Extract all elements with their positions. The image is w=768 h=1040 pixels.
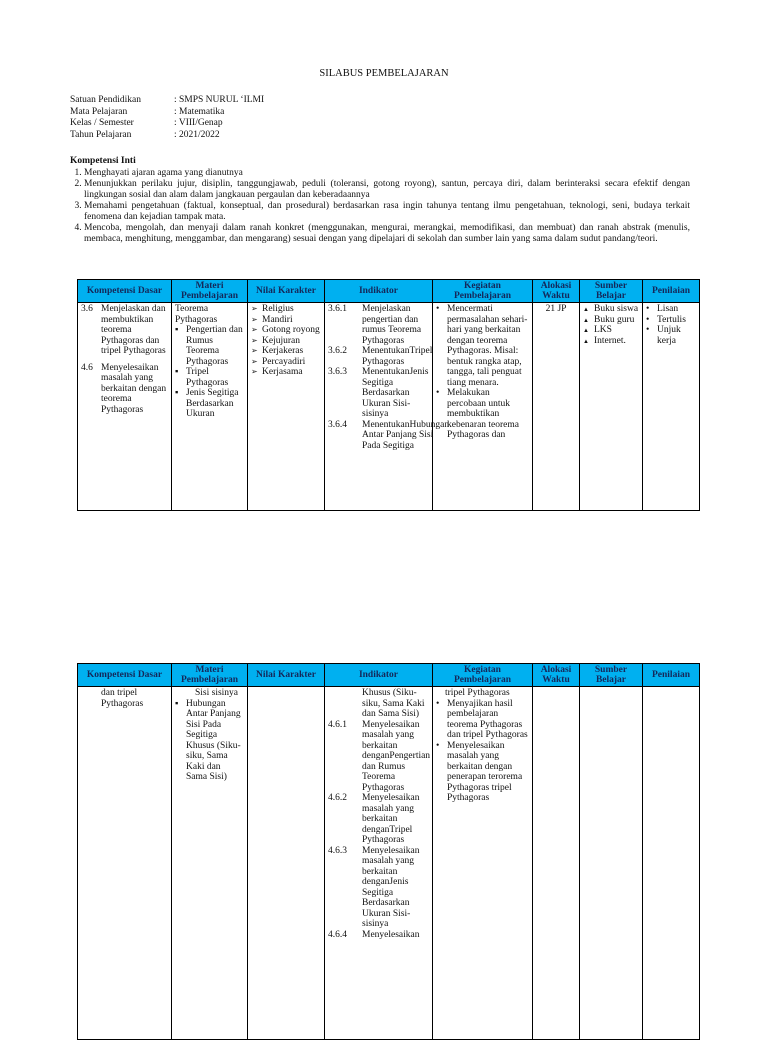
- ki-item: 3. Memahami pengetahuan (faktual, konseptual, dan prosedural) berdasarkan rasa ingin tahunya tentang ilmu pengetahuan, teknologi, seni, budaya terkait fenomena dan kejadian tampak mata.: [84, 201, 690, 223]
- col-header-indikator: Indikator: [325, 664, 433, 687]
- kegiatan-text: tripel Pythagoras: [445, 688, 510, 698]
- cell-kegiatan: [433, 687, 533, 1040]
- col-header-penilaian: Penilaian: [643, 280, 700, 303]
- indikator-number: 3.6.3: [328, 367, 347, 377]
- list-item: • Mencermati permasalahan sehari-hari yang berkaitan dengan teorema Pythagoras. Misal: bentuk rangka atap, tangga, tali penguat tiang menara.: [445, 304, 529, 388]
- cell-alokasi: 21 JP: [533, 303, 580, 511]
- cell-alokasi: [533, 687, 580, 1040]
- indikator-item: [328, 304, 429, 346]
- kd-number: 4.6: [81, 362, 93, 373]
- indikator-item: [328, 930, 429, 941]
- list-item: ➢ Percayadiri: [260, 357, 321, 368]
- meta-label: Kelas / Semester: [70, 118, 134, 128]
- cell-penilaian: [643, 303, 700, 511]
- kd-item: [81, 304, 168, 357]
- list-item: ➢ Gotong royong: [260, 325, 321, 336]
- ki-item: 4. Mencoba, mengolah, dan menyaji dalam ranah konkret (menggunakan, mengurai, merangkai, memodifikasi, dan membuat) dan ranah abstrak (menulis, membaca, menghitung, menggambar, dan mengarang) sesuai dengan yang dipelajari di sekolah dan sumber lain yang sama dalam sudut pandang/teori.: [84, 223, 690, 245]
- table-row: [78, 303, 700, 511]
- cell-penilaian: [643, 687, 700, 1040]
- list-item: ▲ LKS: [592, 325, 639, 336]
- col-header-kegiatan: Kegiatan Pembelajaran: [433, 664, 533, 687]
- meta-row: [70, 130, 264, 142]
- kegiatan-list: [436, 304, 529, 441]
- kd-text: dan tripel Pythagoras: [101, 688, 144, 709]
- indikator-number: 3.6.1: [328, 304, 347, 314]
- list-item: • Melakukan percobaan untuk membuktikan kebenaran teorema Pythagoras dan: [445, 388, 529, 441]
- list-item: ▪ Pengertian dan Rumus Teorema Pythagoras: [184, 325, 244, 367]
- col-header-kompetensi: Kompetensi Dasar: [78, 664, 172, 687]
- cell-kompetensi: [78, 687, 172, 1040]
- col-header-kompetensi: Kompetensi Dasar: [78, 280, 172, 303]
- nilai-list: [251, 304, 321, 378]
- meta-row: [70, 118, 264, 130]
- indikator-item: [328, 419, 450, 452]
- indikator-number: 4.6.3: [328, 845, 347, 856]
- syllabus-table-1: [77, 279, 700, 511]
- meta-value: : SMPS NURUL ‘ILMI: [174, 95, 265, 105]
- indikator-text: Khusus (Siku-siku, Sama Kaki dan Sama Sisi): [362, 688, 425, 719]
- indikator-item: [328, 793, 429, 846]
- col-header-indikator: Indikator: [325, 280, 433, 303]
- meta-row: [70, 107, 264, 119]
- ki-list: [70, 168, 690, 245]
- cell-sumber: [580, 687, 643, 1040]
- meta-label: Tahun Pelajaran: [70, 129, 132, 140]
- materi-heading: Teorema Pythagoras: [175, 304, 218, 325]
- indikator-text: MenentukanTripel Pythagoras: [362, 346, 433, 367]
- list-item: ▲ Buku siswa: [592, 304, 639, 315]
- cell-kegiatan: [433, 303, 533, 511]
- meta-value: : 2021/2022: [174, 129, 220, 140]
- indikator-item: [328, 346, 433, 367]
- list-item: • Tertulis: [655, 315, 696, 326]
- ki-heading: Kompetensi Inti: [70, 156, 136, 166]
- list-item: ▪ Jenis Segitiga Berdasarkan Ukuran: [184, 388, 244, 420]
- syllabus-table-2: [77, 663, 700, 1040]
- meta-row: [70, 95, 264, 107]
- col-header-nilai: Nilai Karakter: [248, 664, 325, 687]
- cell-kompetensi: [78, 303, 172, 511]
- meta-label: Mata Pelajaran: [70, 106, 128, 117]
- indikator-number: 4.6.4: [328, 929, 347, 940]
- kd-text: Menyelesaikan masalah yang berkaitan dengan teorema Pythagoras: [101, 362, 167, 415]
- list-item: ➢ Religius: [260, 304, 321, 315]
- header-row: [78, 280, 700, 303]
- materi-list: [175, 325, 244, 420]
- kd-text: Menjelaskan dan membuktikan teorema Pythagoras dan tripel Pythagoras: [101, 304, 166, 356]
- indikator-number: 4.6.2: [328, 793, 347, 803]
- col-header-penilaian: Penilaian: [643, 664, 700, 687]
- cell-indikator: [325, 687, 433, 1040]
- col-header-sumber: Sumber Belajar: [580, 280, 643, 303]
- col-header-nilai: Nilai Karakter: [248, 280, 325, 303]
- list-item: ➢ Mandiri: [260, 315, 321, 326]
- indikator-text: Menyelesaikan masalah yang berkaitan denganTripel Pythagoras: [362, 793, 420, 845]
- materi-list: [175, 699, 244, 783]
- cell-nilai: [248, 303, 325, 511]
- list-item: • Lisan: [655, 304, 696, 315]
- cell-indikator: [325, 303, 450, 511]
- identity-block: [70, 95, 264, 141]
- list-item: ➢ Kerjasama: [260, 367, 321, 378]
- ki-item: 1. Menghayati ajaran agama yang dianutnya: [84, 168, 690, 179]
- meta-value: : VIII/Genap: [174, 118, 223, 128]
- col-header-kegiatan: Kegiatan Pembelajaran: [433, 280, 533, 303]
- kegiatan-list: [436, 699, 529, 804]
- cell-materi: [172, 303, 248, 511]
- list-item: • Unjuk kerja: [655, 325, 696, 346]
- list-item: ▪ Tripel Pythagoras: [184, 367, 244, 388]
- indikator-text: Menjelaskan pengertian dan rumus Teorema Pythagoras: [362, 304, 422, 346]
- indikator-text: Menyelesaikan: [362, 929, 420, 940]
- col-header-materi: Materi Pembelajaran: [172, 280, 248, 303]
- col-header-materi: Materi Pembelajaran: [172, 664, 248, 687]
- indikator-item: [328, 367, 429, 420]
- ki-item: 2. Menunjukkan perilaku jujur, disiplin, tanggungjawab, peduli (toleransi, gotong royong), santun, percaya diri, dalam berinteraksi secara efektif dengan lingkungan sosial dan alam dalam jangkauan pergaulan dan keberadaannya: [84, 179, 690, 201]
- penilaian-list: [646, 304, 696, 346]
- indikator-text: MenentukanHubungan Antar Panjang Sisi Pada Segitiga: [362, 419, 450, 451]
- col-header-sumber: Sumber Belajar: [580, 664, 643, 687]
- kd-item: [81, 363, 168, 416]
- document-title: SILABUS PEMBELAJARAN: [319, 68, 449, 79]
- col-header-alokasi: Alokasi Waktu: [533, 280, 580, 303]
- list-item: • Menyajikan hasil pembelajaran teorema Pythagoras dan tripel Pythagoras: [445, 699, 529, 741]
- meta-label: Satuan Pendidikan: [70, 95, 141, 105]
- list-item: ➢ Kejujuran: [260, 336, 321, 347]
- cell-nilai: [248, 687, 325, 1040]
- list-item: ➢ Kerjakeras: [260, 346, 321, 357]
- table-row: [78, 687, 700, 1040]
- col-header-alokasi: Alokasi Waktu: [533, 664, 580, 687]
- kd-number: 3.6: [81, 304, 93, 314]
- indikator-number: 3.6.4: [328, 419, 347, 430]
- list-item: ▪ Hubungan Antar Panjang Sisi Pada Segitiga Khusus (Siku-siku, Sama Kaki dan Sama Sisi): [184, 699, 244, 783]
- indikator-number: 4.6.1: [328, 719, 347, 730]
- indikator-text: Menyelesaikan masalah yang berkaitan denganJenis Segitiga Berdasarkan Ukuran Sisi-sisinya: [362, 845, 420, 929]
- indikator-text: Menyelesaikan masalah yang berkaitan denganPengertian dan Rumus Teorema Pythagoras: [362, 719, 431, 793]
- cell-materi: [172, 687, 248, 1040]
- kompetensi-inti: [70, 156, 690, 245]
- indikator-item: [328, 720, 429, 794]
- sumber-list: [583, 304, 639, 346]
- cell-sumber: [580, 303, 643, 511]
- list-item: ▲ Internet.: [592, 336, 639, 347]
- indikator-number: 3.6.2: [328, 346, 347, 356]
- list-item: ▲ Buku guru: [592, 315, 639, 326]
- header-row: [78, 664, 700, 687]
- indikator-text: MenentukanJenis Segitiga Berdasarkan Ukuran Sisi-sisinya: [362, 367, 429, 419]
- materi-text: Sisi sisinya: [195, 688, 239, 698]
- list-item: • Menyelesaikan masalah yang berkaitan dengan penerapan terorema Pythagoras tripel Pythagoras: [445, 741, 529, 804]
- indikator-item: [328, 846, 429, 930]
- meta-value: : Matematika: [174, 106, 225, 117]
